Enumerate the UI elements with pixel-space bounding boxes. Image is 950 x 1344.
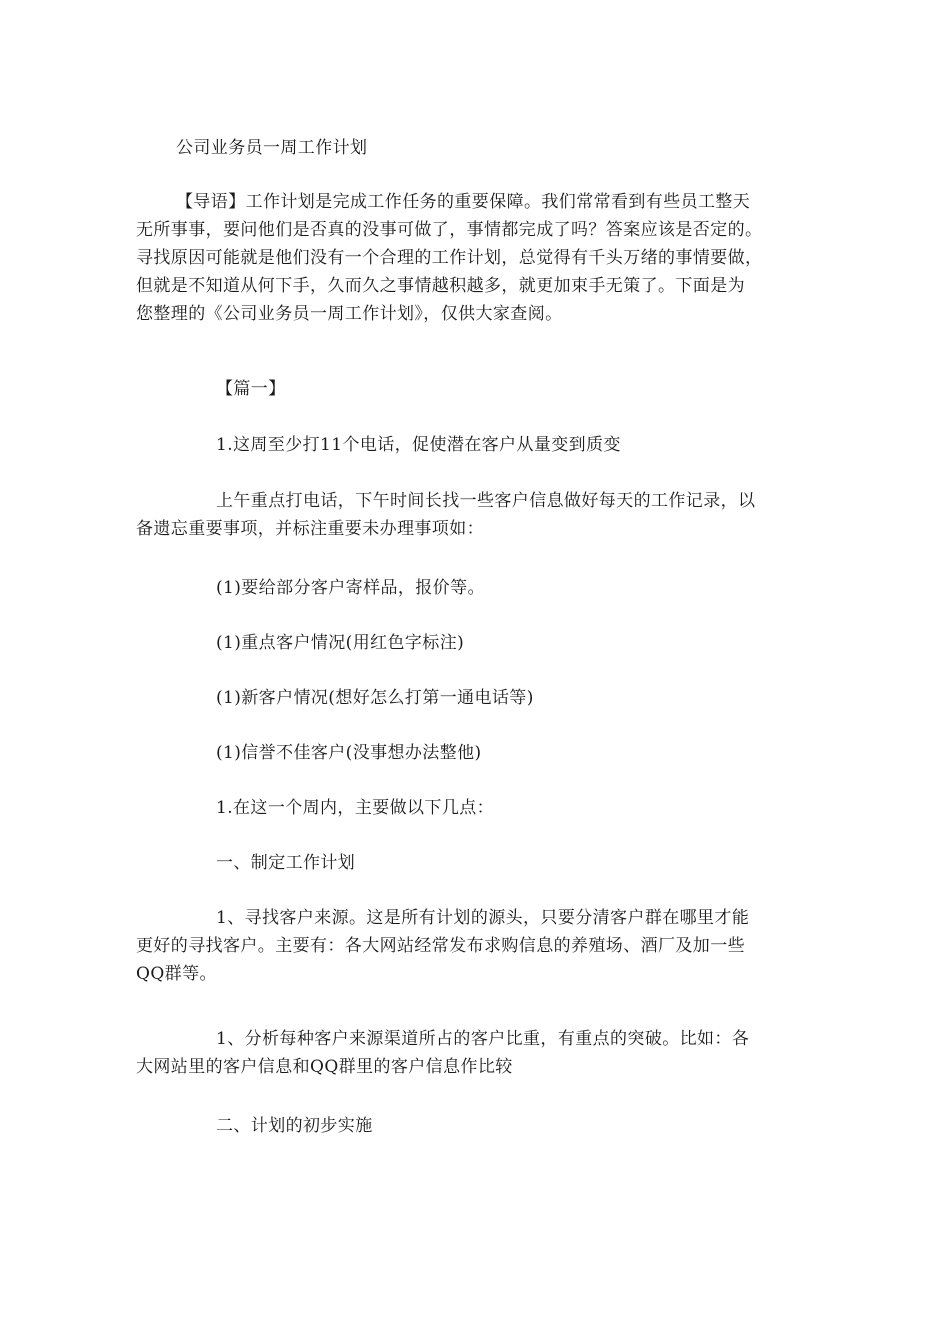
sub-item: (1)信誉不佳客户(没事想办法整他)	[216, 743, 482, 763]
analysis-paragraph	[136, 1025, 750, 1081]
sub-item: (1)要给部分客户寄样品，报价等。	[216, 578, 485, 598]
intro-line: 无所事事，要问他们是否真的没事可做了，事情都完成了吗？答案应该是否定的。	[136, 220, 763, 240]
item-week: 1.在这一个周内，主要做以下几点：	[216, 798, 495, 818]
intro-line: 【导语】工作计划是完成工作任务的重要保障。我们常常看到有些员工整天	[176, 192, 751, 212]
item-calls: 1.这周至少打11个电话，促使潜在客户从量变到质变	[216, 435, 621, 455]
source-line: 1、寻找客户来源。这是所有计划的源头，只要分清客户群在哪里才能	[216, 908, 750, 928]
heading-two: 二、计划的初步实施	[216, 1116, 373, 1136]
sub-item: (1)新客户情况(想好怎么打第一通电话等)	[216, 688, 534, 708]
morning-line: 备遗忘重要事项，并标注重要未办理事项如：	[136, 519, 484, 539]
intro-paragraph	[136, 188, 763, 328]
intro-line: 您整理的《公司业务员一周工作计划》，仅供大家查阅。	[136, 304, 563, 324]
section-heading: 【篇一】	[216, 379, 286, 399]
intro-line: 寻找原因可能就是他们没有一个合理的工作计划，总觉得有千头万绪的事情要做，	[136, 248, 763, 268]
analysis-line: 1、分析每种客户来源渠道所占的客户比重，有重点的突破。比如：各	[216, 1029, 750, 1049]
morning-line: 上午重点打电话，下午时间长找一些客户信息做好每天的工作记录，以	[216, 491, 756, 511]
source-paragraph	[136, 904, 750, 988]
source-line: 更好的寻找客户。主要有：各大网站经常发布求购信息的养殖场、酒厂及加一些	[136, 936, 745, 956]
document-title: 公司业务员一周工作计划	[176, 138, 368, 158]
morning-paragraph	[136, 487, 756, 543]
source-line: QQ群等。	[136, 964, 217, 984]
intro-line: 但就是不知道从何下手，久而久之事情越积越多，就更加束手无策了。下面是为	[136, 276, 745, 296]
heading-one: 一、制定工作计划	[216, 853, 356, 873]
sub-item: (1)重点客户情况(用红色字标注)	[216, 633, 465, 653]
analysis-line: 大网站里的客户信息和QQ群里的客户信息作比较	[136, 1057, 513, 1077]
